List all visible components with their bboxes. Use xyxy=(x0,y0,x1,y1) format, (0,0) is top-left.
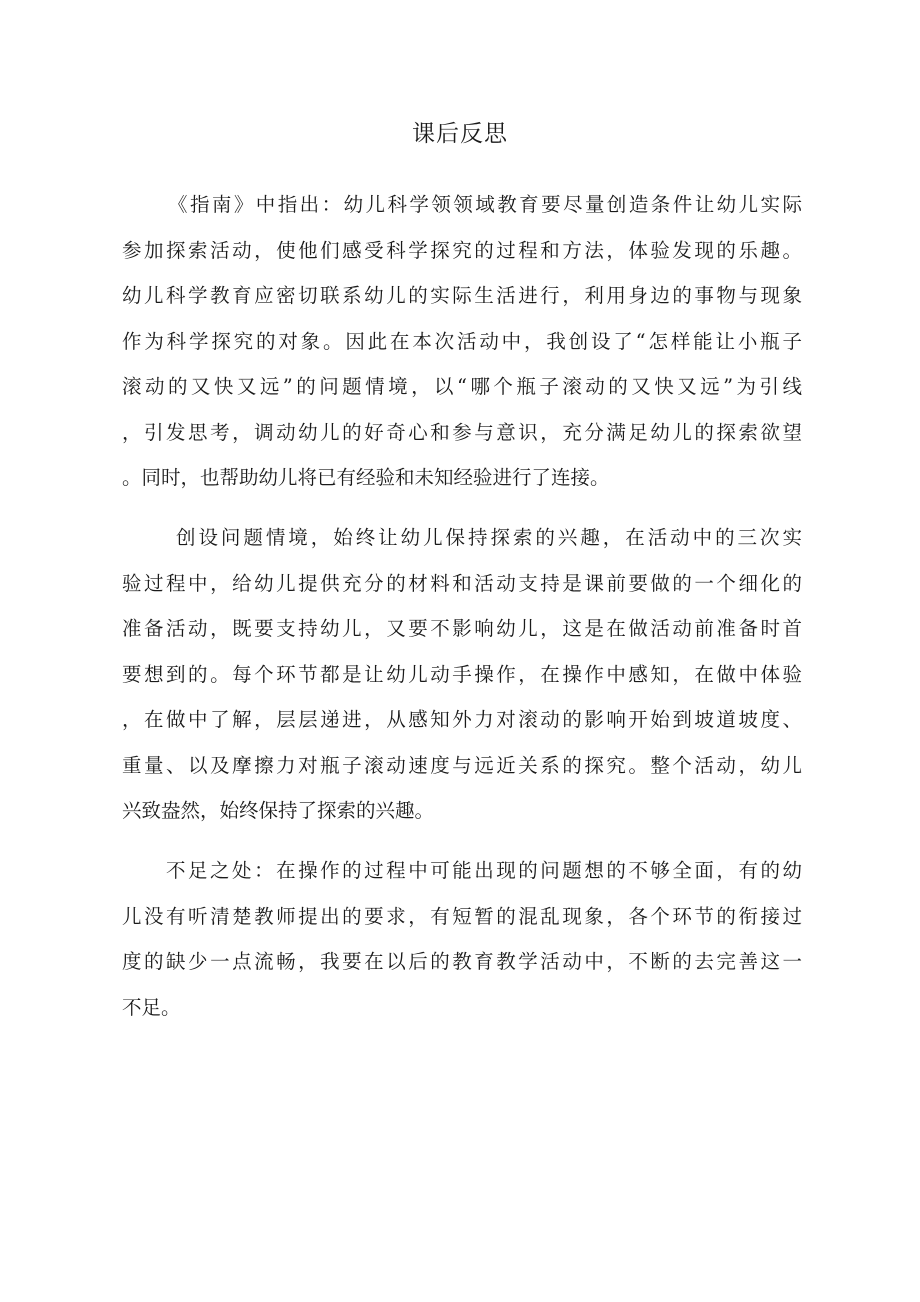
text-line: 不足。 xyxy=(122,995,181,1019)
text-line: 作为科学探究的对象。因此在本次活动中，我创设了“怎样能让小瓶子 xyxy=(122,329,802,353)
paragraph-guide-quote xyxy=(122,182,802,501)
text-line: 不足之处：在操作的过程中可能出现的问题想的不够全面，有的幼 xyxy=(166,859,802,882)
paragraph-shortcomings xyxy=(122,848,802,1030)
paragraph-problem-situation xyxy=(122,515,802,834)
text-line: 。同时，也帮助幼儿将已有经验和未知经验进行了连接。 xyxy=(122,466,610,489)
text-line: 要想到的。每个环节都是让幼儿动手操作，在操作中感知，在做中体验 xyxy=(122,662,802,686)
text-line: 《指南》中指出：幼儿科学领领域教育要尽量创造条件让幼儿实际 xyxy=(168,193,802,216)
text-line: 创设问题情境，始终让幼儿保持探索的兴趣，在活动中的三次实 xyxy=(176,526,802,549)
text-line: 验过程中，给幼儿提供充分的材料和活动支持是课前要做的一个细化的 xyxy=(122,571,802,595)
page-title: 课后反思 xyxy=(412,121,508,147)
text-line: 准备活动，既要支持幼儿，又要不影响幼儿，这是在做活动前准备时首 xyxy=(122,617,802,640)
text-line: ，在做中了解，层层递进，从感知外力对滚动的影响开始到坡道坡度、 xyxy=(122,708,802,731)
text-line: 兴致盎然，始终保持了探索的兴趣。 xyxy=(122,799,435,822)
text-line: 重量、以及摩擦力对瓶子滚动速度与远近关系的探究。整个活动，幼儿 xyxy=(122,753,802,777)
text-line: 儿没有听清楚教师提出的要求，有短暂的混乱现象，各个环节的衔接过 xyxy=(122,904,802,928)
text-line: 滚动的又快又远”的问题情境，以“哪个瓶子滚动的又快又远”为引线 xyxy=(122,375,802,398)
text-line: 度的缺少一点流畅，我要在以后的教育教学活动中，不断的去完善这一 xyxy=(122,950,802,973)
text-line: 幼儿科学教育应密切联系幼儿的实际生活进行，利用身边的事物与现象 xyxy=(122,284,802,307)
text-line: 参加探索活动，使他们感受科学探究的过程和方法，体验发现的乐趣。 xyxy=(122,238,802,262)
text-line: ，引发思考，调动幼儿的好奇心和参与意识，充分满足幼儿的探索欲望 xyxy=(122,420,802,444)
